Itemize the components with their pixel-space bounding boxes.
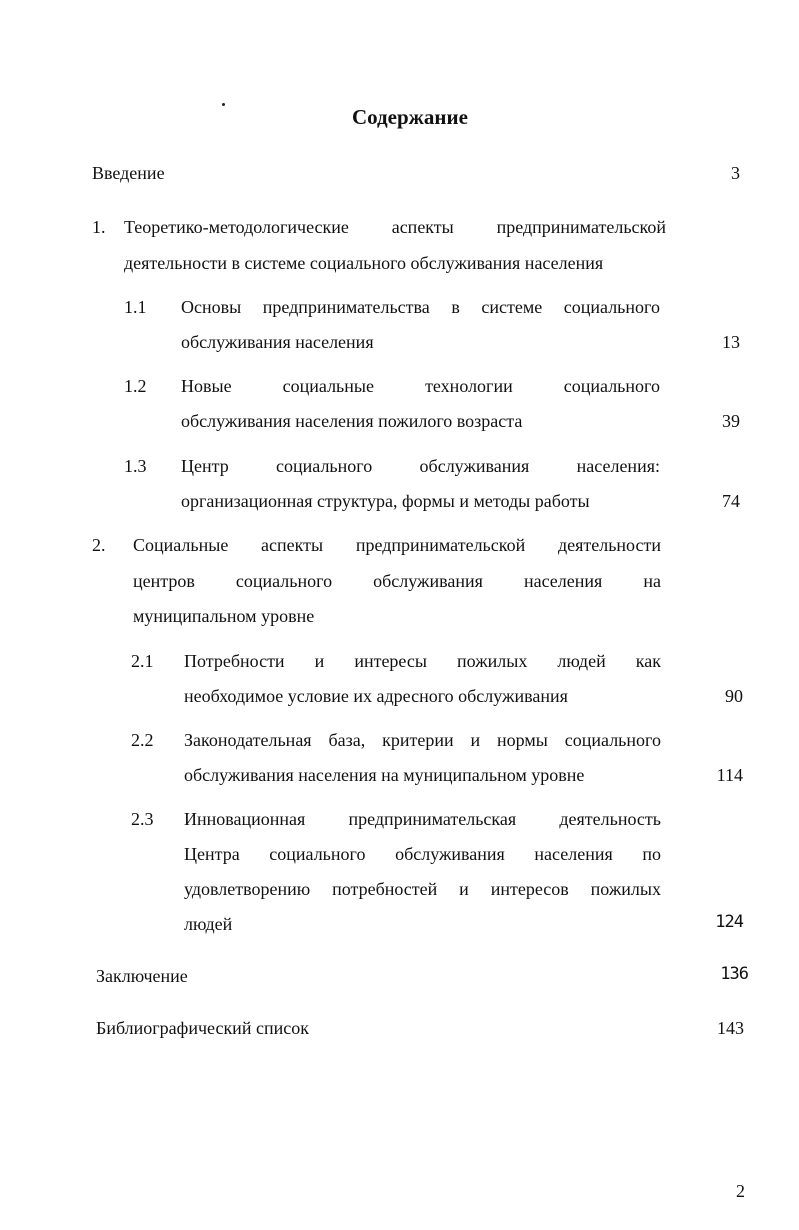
toc-ch1-number: 1. <box>92 217 106 237</box>
word: населения: <box>576 456 660 476</box>
word: в <box>451 297 460 317</box>
word: предпринимательской <box>496 217 666 237</box>
word: социальные <box>282 376 374 396</box>
word: Центра <box>184 844 240 864</box>
word: Новые <box>181 376 232 396</box>
word: предпринимательская <box>348 809 517 829</box>
toc-s22-line1 <box>184 729 661 751</box>
word: и <box>314 651 325 671</box>
toc-ch2-number: 2. <box>92 535 106 555</box>
page-number: 2 <box>736 1181 745 1201</box>
toc-conclusion-page: 136 <box>720 964 748 984</box>
word: центров <box>133 571 195 591</box>
toc-s21-number: 2.1 <box>131 651 154 671</box>
word: интересы <box>354 651 427 671</box>
toc-s23-line1 <box>184 808 661 830</box>
toc-intro-label: Введение <box>92 163 165 183</box>
word: деятельность <box>559 809 661 829</box>
word: обслуживания <box>395 844 505 864</box>
toc-ch2-line2 <box>133 570 661 592</box>
toc-conclusion-label: Заключение <box>96 966 188 986</box>
toc-s12-page: 39 <box>722 411 740 431</box>
word: социального <box>564 730 661 750</box>
toc-s23-line4: людей <box>184 914 233 934</box>
word: и <box>459 879 469 899</box>
word: технологии <box>425 376 513 396</box>
toc-s22-line2: обслуживания населения на муниципальном уровне <box>184 765 585 785</box>
toc-ch1-line1 <box>124 216 666 238</box>
word: социального <box>235 571 333 591</box>
word: интересов <box>490 879 569 899</box>
word: обслуживания <box>419 456 530 476</box>
word: Потребности <box>184 651 285 671</box>
word: Теоретико-методологические <box>124 217 349 237</box>
toc-bibliography-page: 143 <box>717 1018 744 1038</box>
toc-s13-line2: организационная структура, формы и методы работы <box>181 491 590 511</box>
word: нормы <box>497 730 548 750</box>
toc-s21-line2: необходимое условие их адресного обслуживания <box>184 686 568 706</box>
toc-s23-line2 <box>184 843 661 865</box>
word: населения <box>523 571 603 591</box>
scan-speck <box>222 103 225 106</box>
toc-s13-line1 <box>181 455 660 477</box>
toc-s23-number: 2.3 <box>131 809 154 829</box>
word: социального <box>563 297 660 317</box>
toc-s11-line1 <box>181 296 660 318</box>
toc-s12-line2: обслуживания населения пожилого возраста <box>181 411 523 431</box>
word: системе <box>481 297 543 317</box>
toc-ch2-line1 <box>133 534 661 556</box>
word: населения <box>534 844 613 864</box>
toc-bibliography-label: Библиографический список <box>96 1018 309 1038</box>
word: на <box>643 571 661 591</box>
toc-intro-page: 3 <box>731 163 740 183</box>
word: потребностей <box>332 879 438 899</box>
toc-ch2-line3: муниципальном уровне <box>133 606 315 626</box>
word: по <box>642 844 661 864</box>
word: удовлетворению <box>184 879 311 899</box>
word: аспекты <box>261 535 324 555</box>
word: база, <box>328 730 366 750</box>
word: и <box>470 730 481 750</box>
word: Центр <box>181 456 229 476</box>
toc-s12-line1 <box>181 375 660 397</box>
word: людей <box>557 651 606 671</box>
word: предпринимательства <box>262 297 430 317</box>
word: Основы <box>181 297 242 317</box>
word: аспекты <box>391 217 454 237</box>
toc-s11-page: 13 <box>722 332 740 352</box>
word: социального <box>269 844 366 864</box>
word: деятельности <box>557 535 661 555</box>
toc-s23-line3 <box>184 878 661 900</box>
page-title: Содержание <box>352 105 468 129</box>
toc-s13-number: 1.3 <box>124 456 147 476</box>
toc-s13-page: 74 <box>722 491 740 511</box>
word: Законодательная <box>184 730 312 750</box>
toc-s12-number: 1.2 <box>124 376 147 396</box>
toc-s23-page: 124 <box>715 912 743 932</box>
word: пожилых <box>590 879 661 899</box>
toc-s21-page: 90 <box>725 686 743 706</box>
toc-s11-line2: обслуживания населения <box>181 332 374 352</box>
word: критерии <box>382 730 454 750</box>
word: социального <box>563 376 660 396</box>
toc-s21-line1 <box>184 650 661 672</box>
word: Инновационная <box>184 809 306 829</box>
toc-ch1-line2: деятельности в системе социального обслуживания населения <box>124 253 604 273</box>
word: Социальные <box>133 535 229 555</box>
toc-s22-page: 114 <box>716 765 743 785</box>
word: как <box>635 651 661 671</box>
word: пожилых <box>457 651 528 671</box>
word: предпринимательской <box>355 535 526 555</box>
toc-s22-number: 2.2 <box>131 730 154 750</box>
word: социального <box>276 456 373 476</box>
toc-s11-number: 1.1 <box>124 297 147 317</box>
word: обслуживания <box>373 571 483 591</box>
